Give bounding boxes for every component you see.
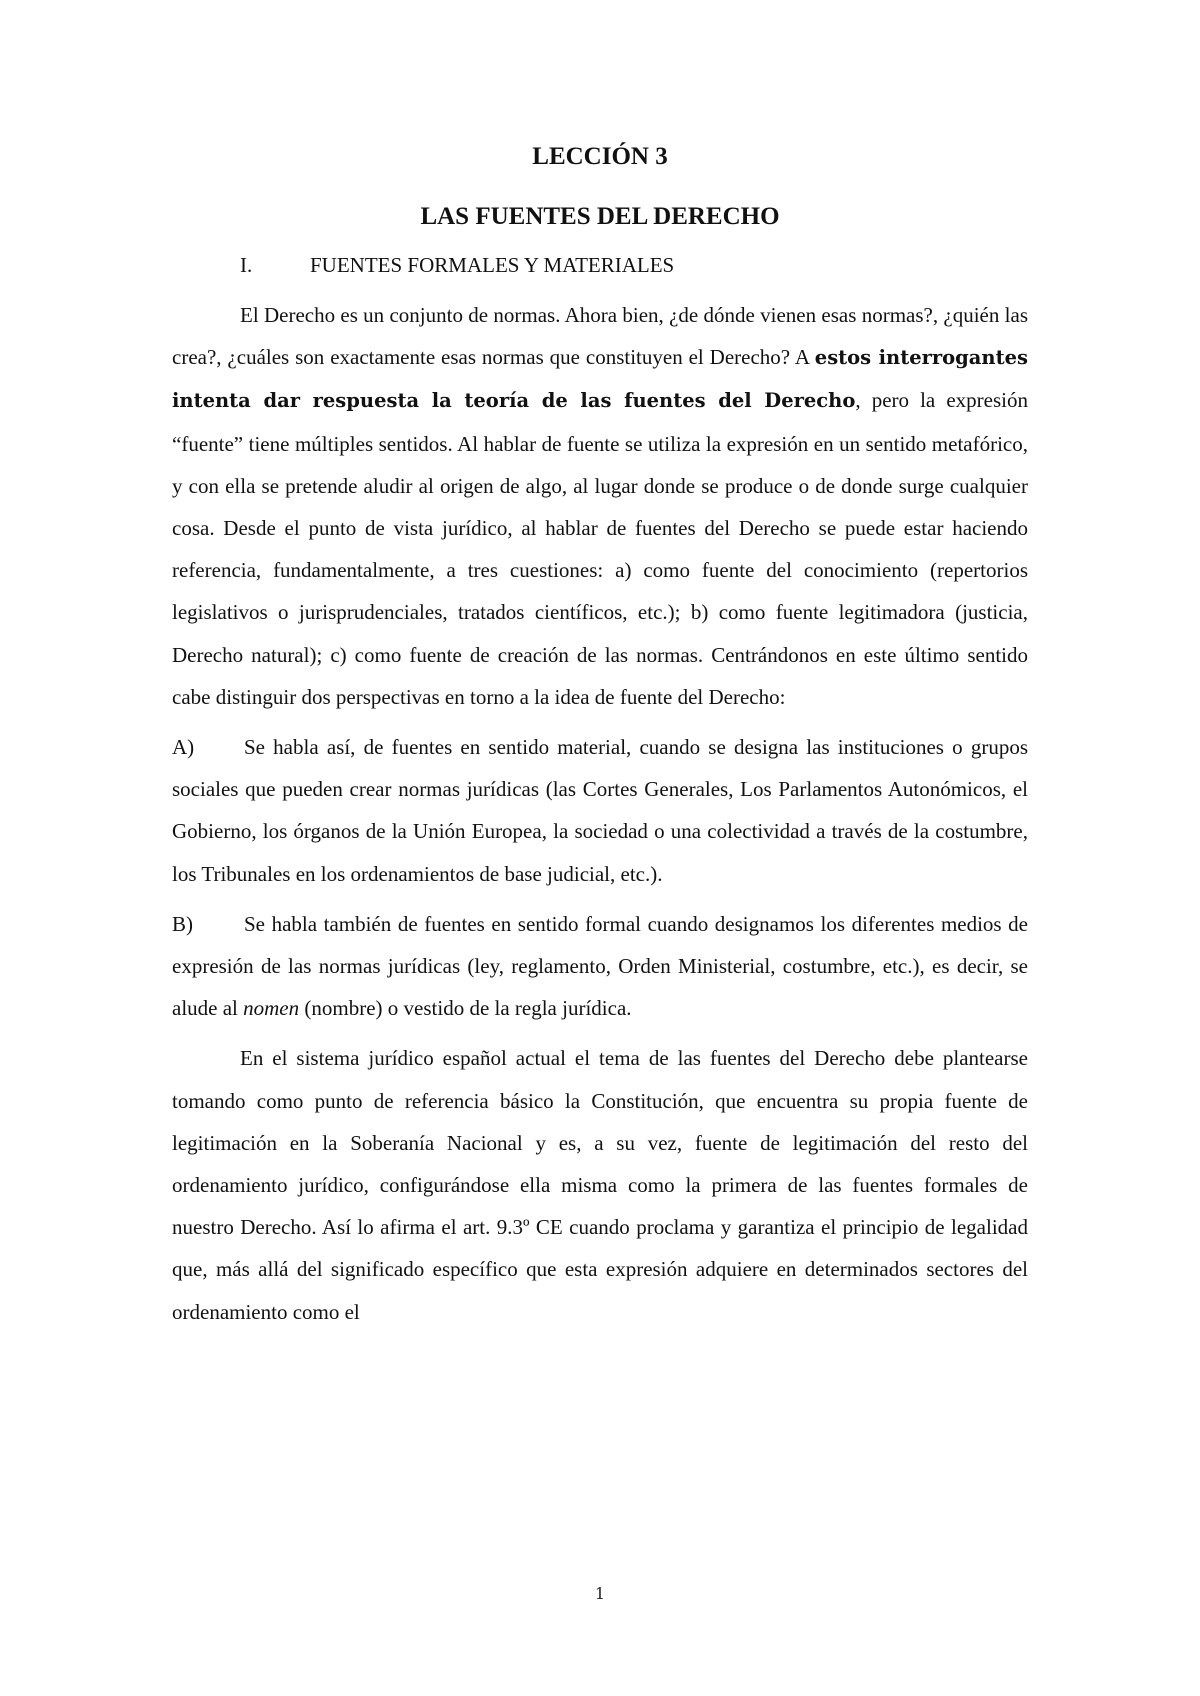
- section-title: FUENTES FORMALES Y MATERIALES: [310, 253, 675, 277]
- intro-paragraph-bold: estos interrogantes intenta dar respuesta la teoría de las fuentes del Derecho: [172, 346, 1028, 413]
- intro-paragraph-text-b: , pero la expresión “fuente” tiene múltiples sentidos. Al hablar de fuente se utiliza la expresión en un sentido metafórico, y con ella se pretende aludir al origen de algo, al lugar donde se produce o de donde surge cualquier cosa. Desde el punto de vista jurídico, al hablar de fuentes del Derecho se puede estar haciendo referencia, fundamentalmente, a tres cuestiones: a) como fuente del conocimiento (repertorios legislativos o jurisprudenciales, tratados científicos, etc.); b) como fuente legitimadora (justicia, Derecho natural); c) como fuente de creación de las normas. Centrándonos en este último sentido cabe distinguir dos perspectivas en torno a la idea de fuente del Derecho:: [172, 388, 1028, 709]
- chapter-title: LAS FUENTES DEL DERECHO: [420, 203, 780, 230]
- page-number: 1: [594, 1584, 606, 1603]
- list-item-b: [172, 903, 1028, 1030]
- intro-paragraph: [172, 294, 1028, 718]
- list-item-a-text: Se habla así, de fuentes en sentido material, cuando se designa las instituciones o grupos sociales que pueden crear normas jurídicas (las Cortes Generales, Los Parlamentos Autonómicos, el Gobierno, los órganos de la Unión Europea, la sociedad o una colectividad a través de la costumbre, los Tribunales en los ordenamientos de base judicial, etc.).: [172, 735, 1028, 886]
- document-body: [172, 142, 1028, 1333]
- section-number: I.: [240, 253, 253, 277]
- list-item-a: [172, 726, 1028, 895]
- section-heading: [240, 250, 1028, 280]
- list-item-b-text-1: Se habla también de fuentes en sentido formal cuando designamos los diferentes medios de expresión de las normas jurídicas (ley, reglamento, Orden Ministerial, costumbre, etc.), es decir, se alude al: [172, 911, 1028, 1021]
- lesson-title: LECCIÓN 3: [532, 143, 668, 170]
- constitution-paragraph: En el sistema jurídico español actual el tema de las fuentes del Derecho debe plantearse tomando como punto de referencia básico la Constitución, que encuentra su propia fuente de legitimación en la Soberanía Nacional y es, a su vez, fuente de legitimación del resto del ordenamiento jurídico, configurándose ella misma como la primera de las fuentes formales de nuestro Derecho. Así lo afirma el art. 9.3º CE cuando proclama y garantiza el principio de legalidad que, más allá del significado específico que esta expresión adquiere en determinados sectores del ordenamiento como el: [172, 1046, 1028, 1324]
- intro-paragraph-text-a: El Derecho es un conjunto de normas. Ahora bien, ¿de dónde vienen esas normas?, ¿quién las crea?, ¿cuáles son exactamente esas normas que constituyen el Derecho? A: [172, 303, 1028, 370]
- list-item-b-italic: nomen: [243, 996, 300, 1021]
- list-item-b-text-2: (nombre) o vestido de la regla jurídica.: [299, 996, 632, 1021]
- list-item-b-marker: B): [172, 911, 193, 936]
- list-item-a-marker: A): [172, 735, 195, 760]
